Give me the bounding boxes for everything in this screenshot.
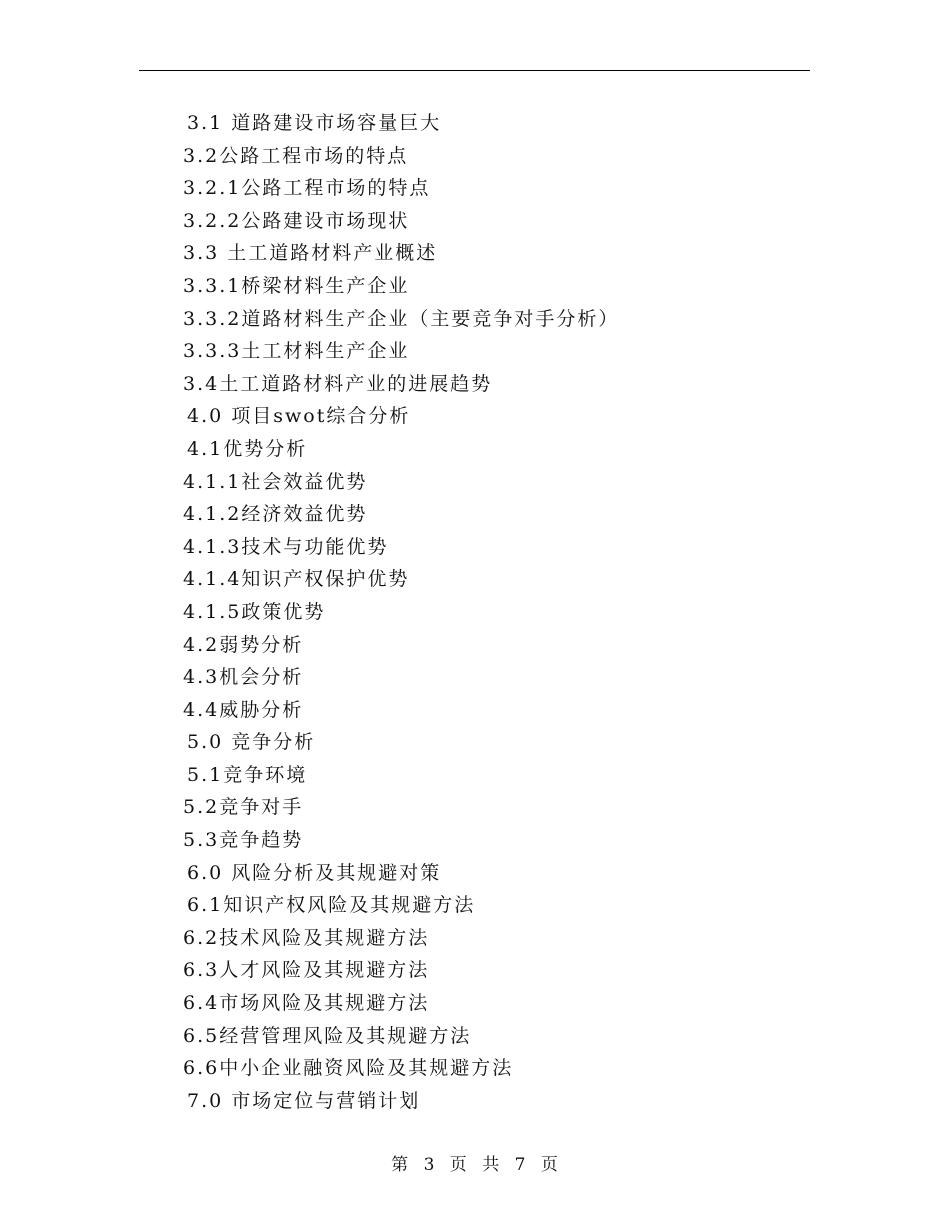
header-rule [139,70,810,71]
toc-entry: 4.2弱势分析 [183,633,304,656]
toc-entry: 4.1.5政策优势 [183,600,326,623]
toc-entry: 6.0 风险分析及其规避对策 [187,861,442,884]
toc-entry: 6.4市场风险及其规避方法 [183,992,430,1015]
toc-entry: 7.0 市场定位与营销计划 [187,1089,421,1112]
toc-entry: 5.1竞争环境 [187,763,308,786]
footer-prefix: 第 [391,1155,410,1175]
toc-entry: 4.1优势分析 [187,437,308,460]
toc-entry: 4.1.4知识产权保护优势 [183,568,410,591]
toc-entry: 3.3.3土工材料生产企业 [183,340,410,363]
page-footer [0,1150,950,1180]
toc-entry: 3.2.2公路建设市场现状 [183,209,410,232]
toc-entry: 4.3机会分析 [183,666,304,689]
toc-entry: 3.1 道路建设市场容量巨大 [187,112,442,134]
toc-entry: 3.2公路工程市场的特点 [183,144,409,167]
footer-page-suffix: 页 [449,1155,468,1175]
footer-page-number: 3 [423,1155,436,1175]
toc-entry: 3.4土工道路材料产业的进展趋势 [183,372,493,395]
toc-entry: 3.2.1公路工程市场的特点 [183,177,431,200]
footer-total-prefix: 共 [482,1155,501,1175]
footer-total-pages: 7 [514,1155,527,1175]
toc-entry: 4.0 项目swot综合分析 [187,405,411,428]
toc-entry: 4.1.1社会效益优势 [183,470,368,493]
toc-entry: 5.2竞争对手 [183,796,304,819]
toc-entry: 5.0 竞争分析 [187,731,316,754]
toc-entry: 3.3.2道路材料生产企业（主要竞争对手分析） [183,307,620,330]
toc-entry: 3.3 土工道路材料产业概述 [183,242,438,265]
toc-entry: 4.1.3技术与功能优势 [183,535,389,558]
toc-entry: 6.2技术风险及其规避方法 [183,926,430,949]
toc-entry: 4.4威胁分析 [183,698,304,721]
toc-entry: 6.6中小企业融资风险及其规避方法 [183,1057,514,1080]
toc-entry: 6.3人才风险及其规避方法 [183,959,430,982]
toc-entry: 6.5经营管理风险及其规避方法 [183,1024,472,1047]
footer-total-suffix: 页 [540,1155,559,1175]
toc-entry: 4.1.2经济效益优势 [183,503,368,526]
table-of-contents [0,107,950,1117]
toc-entry: 3.3.1桥梁材料生产企业 [183,274,410,297]
toc-entry: 5.3竞争趋势 [183,829,304,852]
toc-entry: 6.1知识产权风险及其规避方法 [187,894,476,917]
